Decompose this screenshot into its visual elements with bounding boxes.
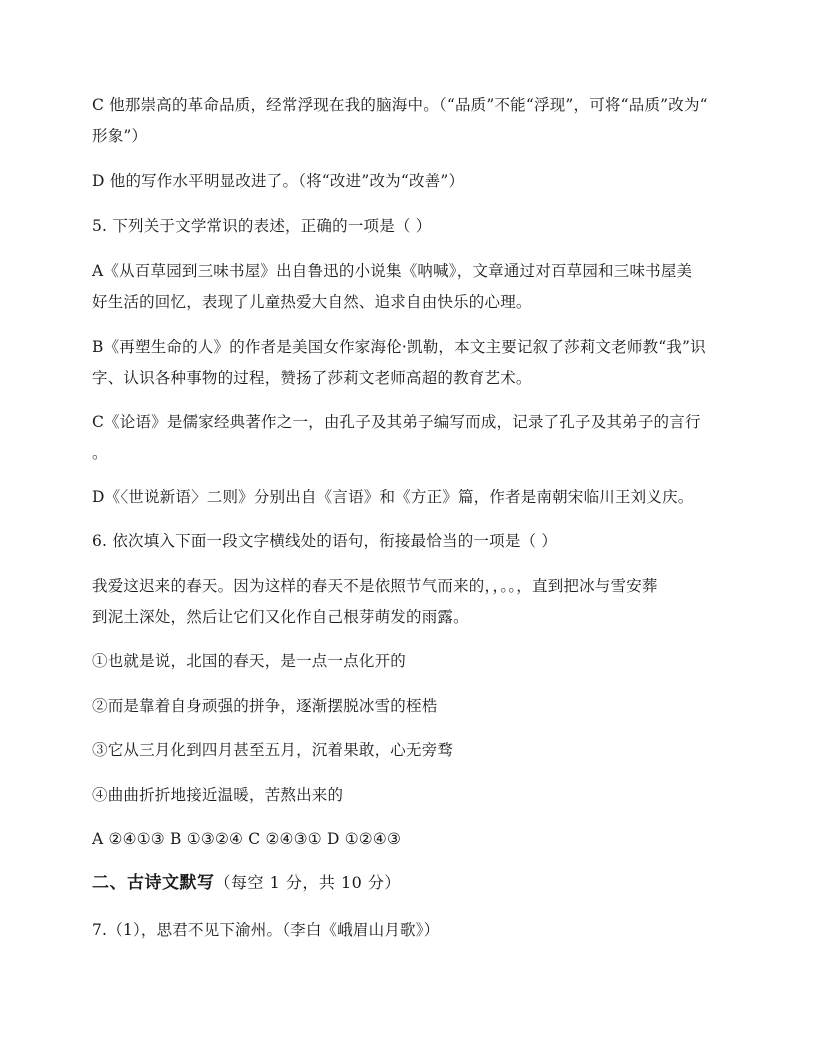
question-4-option-c-line-2: 形象”）	[92, 127, 148, 145]
question-6-options: A ②④①③ B ①③②④ C ②④③① D ①②④③	[92, 830, 402, 848]
section-2-title: 二、古诗文默写	[92, 873, 215, 893]
question-6-sentence-2: ②而是靠着自身顽强的拼争，逐渐摆脱冰雪的桎梏	[92, 697, 438, 715]
question-6-passage-line-1: 我爱这迟来的春天。因为这样的春天不是依照节气而来的，，。。，直到把冰与雪安葬	[92, 577, 658, 595]
question-6-sentence-1: ①也就是说，北国的春天，是一点一点化开的	[92, 652, 407, 670]
question-7-line-1: 7.（1），思君不见下渝州。（李白《峨眉山月歌》）	[92, 921, 440, 939]
section-2-heading	[92, 873, 732, 893]
question-5-option-b-line-2: 字、认识各种事物的过程，赞扬了莎莉文老师高超的教育艺术。	[92, 369, 532, 387]
question-6-passage-line-2: 到泥土深处，然后让它们又化作自己根芽萌发的雨露。	[92, 608, 469, 626]
question-5-option-a-line-2: 好生活的回忆，表现了儿童热爱大自然、追求自由快乐的心理。	[92, 293, 532, 311]
question-6-sentence-4: ④曲曲折折地接近温暖，苦熬出来的	[92, 786, 344, 804]
question-5-stem: 5. 下列关于文学常识的表述，正确的一项是（ ）	[92, 217, 432, 235]
question-5-option-d: D《〈世说新语〉二则》分别出自《言语》和《方正》篇，作者是南朝宋临川王刘义庆。	[92, 488, 694, 506]
question-5-option-b-line-1: B《再塑生命的人》的作者是美国女作家海伦·凯勒，本文主要记叙了莎莉文老师教“我”识	[92, 338, 706, 356]
question-4-option-c-line-1: C 他那崇高的革命品质，经常浮现在我的脑海中。（“品质”不能“浮现”，可将“品质”改为“	[92, 96, 708, 114]
question-5-option-a-line-1: A《从百草园到三味书屋》出自鲁迅的小说集《呐喊》，文章通过对百草园和三味书屋美	[92, 262, 693, 280]
question-5-option-c-line-2: 。	[92, 444, 108, 462]
question-6-sentence-3: ③它从三月化到四月甚至五月，沉着果敢，心无旁骛	[92, 741, 454, 759]
question-5-option-c-line-1: C《论语》是儒家经典著作之一，由孔子及其弟子编写而成，记录了孔子及其弟子的言行	[92, 413, 701, 431]
section-2-score-note: （每空 1 分，共 10 分）	[214, 873, 401, 892]
question-4-option-d: D 他的写作水平明显改进了。（将“改进”改为“改善”）	[92, 172, 465, 190]
question-6-stem: 6. 依次填入下面一段文字横线处的语句，衔接最恰当的一项是（ ）	[92, 532, 558, 550]
